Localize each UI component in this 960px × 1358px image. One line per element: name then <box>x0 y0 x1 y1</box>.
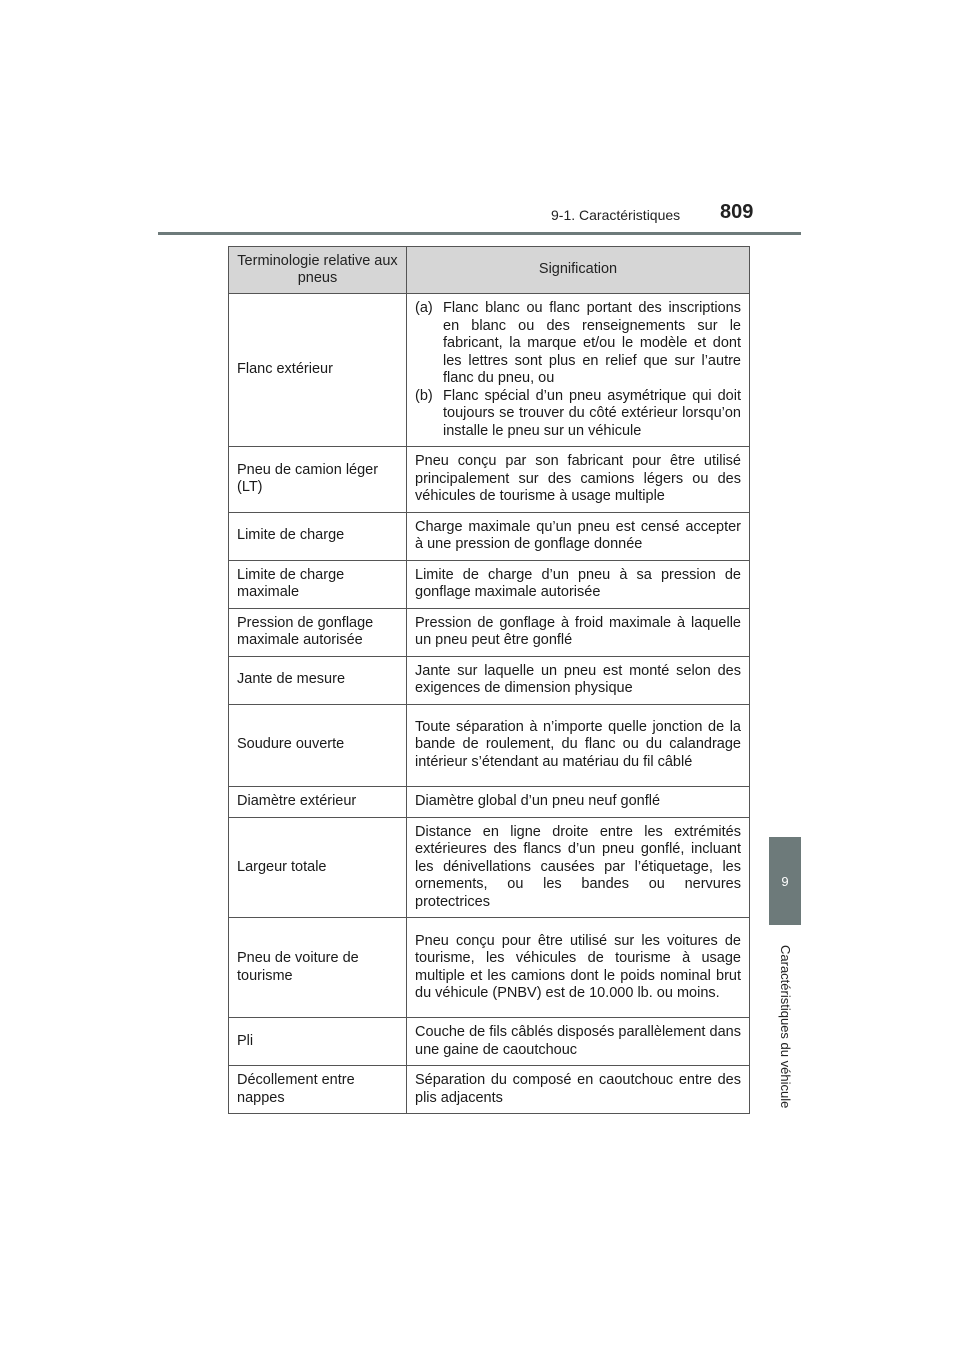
table-row <box>229 817 750 918</box>
list-text: Flanc spécial d’un pneu asymétrique qui doit toujours se trouver du côté extérieur lorsqu’on installe le pneu sur un véhicule <box>443 387 741 439</box>
meaning-cell: Charge maximale qu’un pneu est censé accepter à une pression de gonflage donnée <box>407 512 750 560</box>
term-cell: Pneu de camion léger (LT) <box>229 447 407 513</box>
chapter-number: 9 <box>781 873 789 889</box>
term-cell: Pli <box>229 1018 407 1066</box>
term-cell: Diamètre extérieur <box>229 786 407 817</box>
meaning-cell: Pneu conçu pour être utilisé sur les voitures de tourisme, les véhicules de tourisme à usage multiple et les camions dont le poids nominal brut du véhicule (PNBV) est de 10.000 lb. ou moins. <box>407 918 750 1018</box>
table-row <box>229 512 750 560</box>
table-row <box>229 918 750 1018</box>
meaning-cell: Couche de fils câblés disposés parallèlement dans une gaine de caoutchouc <box>407 1018 750 1066</box>
table-row <box>229 656 750 704</box>
list-text: Flanc blanc ou flanc portant des inscriptions en blanc ou des renseignements sur le fabricant, la marque et/ou le modèle et dont les lettres sont plus en relief que sur l’autre flanc du pneu, ou <box>443 300 741 386</box>
list-item <box>415 388 741 441</box>
table-row <box>229 704 750 786</box>
term-cell: Limite de charge <box>229 512 407 560</box>
table-row <box>229 786 750 817</box>
term-cell: Largeur totale <box>229 817 407 918</box>
meaning-cell: Séparation du composé en caoutchouc entre des plis adjacents <box>407 1066 750 1114</box>
header-meaning: Signification <box>407 247 750 294</box>
table-row <box>229 447 750 513</box>
list-item <box>415 300 741 388</box>
page-number: 809 <box>720 201 754 223</box>
table-row <box>229 608 750 656</box>
term-cell: Pression de gonflage maximale autorisée <box>229 608 407 656</box>
header-term: Terminologie relative aux pneus <box>229 247 407 294</box>
meaning-cell: Pneu conçu par son fabricant pour être utilisé principalement sur des camions légers ou des véhicules de tourisme à usage multiple <box>407 447 750 513</box>
header-rule <box>158 232 801 235</box>
tire-terminology-table <box>228 246 750 1114</box>
table-row <box>229 1018 750 1066</box>
table-row <box>229 1066 750 1114</box>
meaning-cell: Diamètre global d’un pneu neuf gonflé <box>407 786 750 817</box>
term-cell: Pneu de voiture de tourisme <box>229 918 407 1018</box>
chapter-tab <box>769 837 801 925</box>
term-cell: Flanc extérieur <box>229 294 407 447</box>
table-row <box>229 294 750 447</box>
chapter-title: Caractéristiques du véhicule <box>778 945 793 1109</box>
term-cell: Soudure ouverte <box>229 704 407 786</box>
meaning-cell: Distance en ligne droite entre les extrémités extérieures des flancs d’un pneu gonflé, incluant les dénivellations causées par l’étiquetage, les ornements, ou les bandes ou nervures protectrices <box>407 817 750 918</box>
term-cell: Limite de charge maximale <box>229 560 407 608</box>
term-cell: Jante de mesure <box>229 656 407 704</box>
list-marker: (b) <box>415 387 433 404</box>
meaning-cell: Limite de charge d’un pneu à sa pression de gonflage maximale autorisée <box>407 560 750 608</box>
meaning-cell: Jante sur laquelle un pneu est monté selon des exigences de dimension physique <box>407 656 750 704</box>
term-cell: Décollement entre nappes <box>229 1066 407 1114</box>
meaning-cell: Pression de gonflage à froid maximale à laquelle un pneu peut être gonflé <box>407 608 750 656</box>
meaning-cell <box>407 294 750 447</box>
section-title: 9-1. Caractéristiques <box>551 207 681 223</box>
list-marker: (a) <box>415 300 433 316</box>
table-header-row <box>229 247 750 294</box>
table-row <box>229 560 750 608</box>
meaning-cell: Toute séparation à n’importe quelle jonction de la bande de roulement, du flanc ou du calandrage intérieur s’étendant au matériau du fil câblé <box>407 704 750 786</box>
